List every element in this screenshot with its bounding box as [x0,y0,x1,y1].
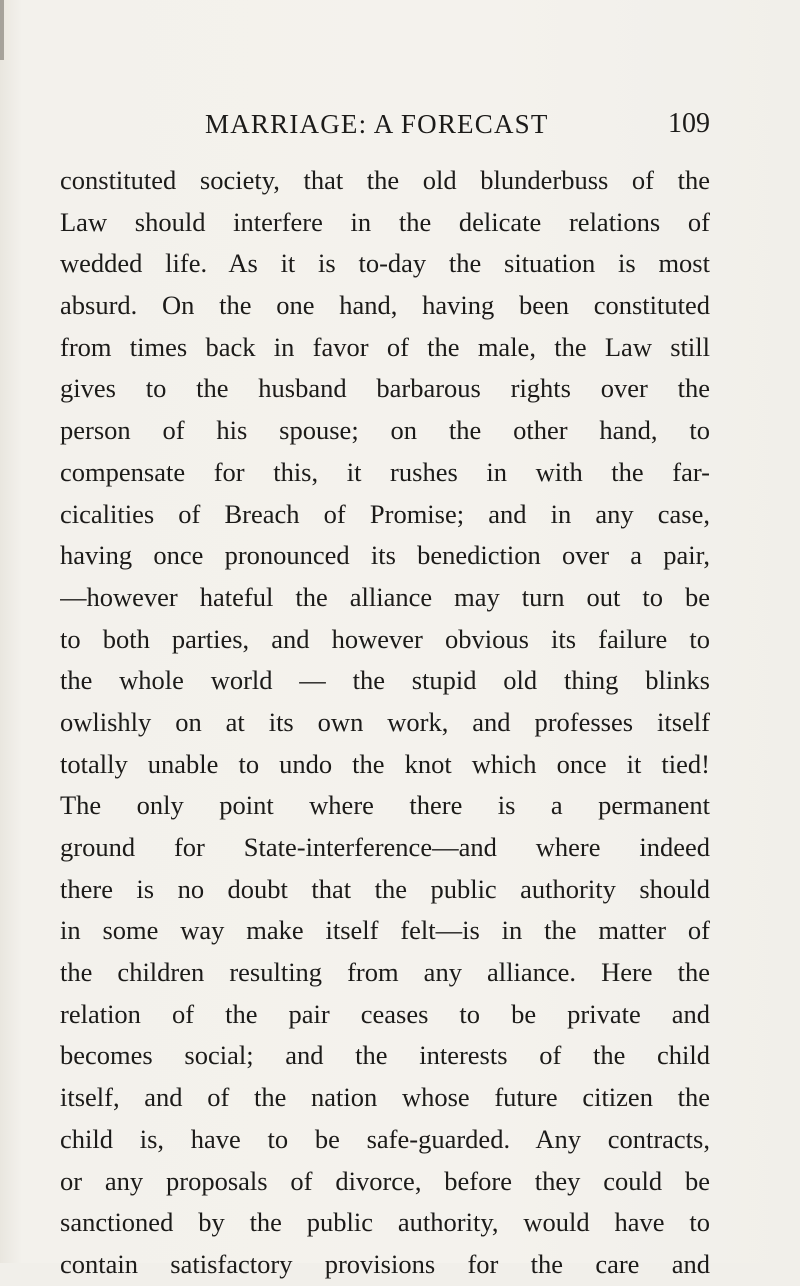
text-line: absurd. On the one hand, having been constituted [60,290,710,321]
text-line: there is no doubt that the public authority should [60,873,710,904]
text-line: becomes social; and the interests of the child [60,1040,710,1071]
text-line: wedded life. As it is to-day the situation is most [60,248,710,279]
text-line: totally unable to undo the knot which once it tied! [60,748,710,779]
text-line: cicalities of Breach of Promise; and in any case, [60,498,710,529]
text-line: —however hateful the alliance may turn out to be [60,581,710,612]
text-line: compensate for this, it rushes in with the far- [60,456,710,487]
text-line: ground for State-interference—and where indeed [60,832,710,862]
text-line: from times back in favor of the male, the Law still [60,331,710,362]
text-line: contain satisfactory provisions for the care and [60,1248,710,1279]
text-line: to both parties, and however obvious its failure to [60,623,710,654]
text-line: sanctioned by the public authority, would have to [60,1207,710,1238]
text-line: relation of the pair ceases to be private and [60,998,710,1029]
text-line: the children resulting from any alliance. Here the [60,957,710,988]
text-line: constituted society, that the old blunderbuss of the [60,165,710,195]
text-line: having once pronounced its benediction over a pair, [60,540,710,571]
page-number: 109 [668,108,710,139]
text-line: in some way make itself felt—is in the matter of [60,915,710,946]
body-text [60,160,710,1286]
text-line: the whole world — the stupid old thing blinks [60,665,710,696]
spine-shadow [0,0,4,60]
text-line: gives to the husband barbarous rights over the [60,373,710,404]
text-line: or any proposals of divorce, before they could be [60,1165,710,1196]
page-header [205,104,710,144]
text-line: Law should interfere in the delicate relations of [60,206,710,237]
text-line: person of his spouse; on the other hand, to [60,415,710,446]
text-line: child is, have to be safe-guarded. Any contracts, [60,1123,710,1154]
running-head: MARRIAGE: A FORECAST [205,109,549,139]
text-line: itself, and of the nation whose future citizen the [60,1082,710,1113]
text-line: owlishly on at its own work, and professes itself [60,706,710,737]
text-line: The only point where there is a permanent [60,790,710,821]
